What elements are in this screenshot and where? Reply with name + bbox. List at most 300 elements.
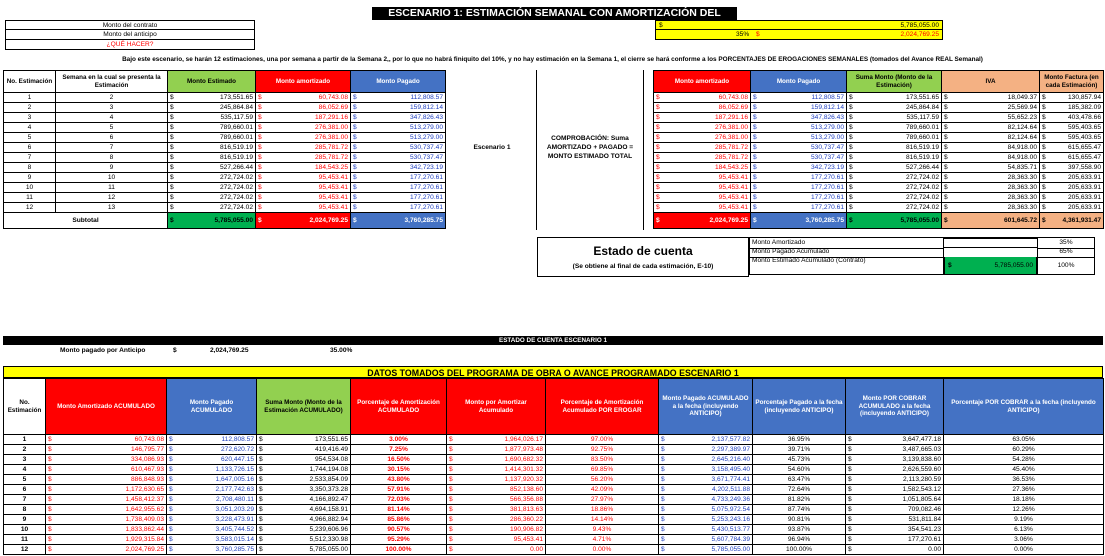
cell-amortizado	[654, 113, 751, 123]
table-row	[4, 495, 1104, 505]
currency-sign: $	[169, 446, 173, 453]
cell-value: 18,049.37	[1007, 94, 1037, 101]
cell-value: 397,558.90	[1067, 164, 1101, 171]
cell-pct-por-erogar: 92.75%	[546, 445, 659, 455]
cell-suma-acum	[257, 545, 351, 555]
estado-amount: 5,785,055.00	[994, 262, 1033, 269]
currency-sign: $	[661, 496, 665, 503]
table-row	[4, 525, 1104, 535]
cell-value: 789,660.01	[219, 134, 253, 141]
estado-cuenta-box	[537, 237, 749, 277]
cell-value: 205,633.91	[1067, 194, 1101, 201]
cell-pct-pagado: 90.81%	[753, 515, 846, 525]
cell-value: 286,360.22	[509, 516, 543, 523]
currency-sign: $	[753, 217, 757, 224]
cell-no: 11	[4, 535, 46, 545]
col-por-amortizar: Monto por Amortizar Acumulado	[447, 379, 546, 435]
cell-pct-pagado: 54.60%	[753, 465, 846, 475]
currency-sign: $	[656, 194, 660, 201]
cell-pct-por-cobrar: 36.53%	[944, 475, 1104, 485]
cell-value: 2,024,769.25	[309, 217, 348, 224]
currency-sign: $	[353, 114, 357, 121]
cell-suma-acum	[257, 435, 351, 445]
cell-pct-amortizacion: 95.29%	[351, 535, 447, 545]
currency-sign: $	[656, 114, 660, 121]
currency-sign: $	[449, 436, 453, 443]
cell-value: 595,403.65	[1067, 134, 1101, 141]
currency-sign: $	[753, 184, 757, 191]
cell-amortizado-acum	[46, 465, 167, 475]
cell-monto-pagado	[351, 173, 446, 183]
cell-value: 709,082.46	[907, 506, 941, 513]
cell-no: 3	[4, 455, 46, 465]
cell-monto-pagado	[351, 143, 446, 153]
cell-value: 173,551.65	[905, 94, 939, 101]
cell-suma	[847, 93, 942, 103]
cell-value: 1,051,805.64	[902, 496, 941, 503]
currency-sign: $	[170, 144, 174, 151]
currency-sign: $	[756, 31, 760, 38]
cell-iva	[942, 103, 1040, 113]
currency-sign: $	[849, 184, 853, 191]
anticipo-pagado-value: 2,024,769.25	[210, 347, 249, 354]
currency-sign: $	[848, 526, 852, 533]
currency-sign: $	[656, 174, 660, 181]
sheet-title: ESCENARIO 1: ESTIMACIÓN SEMANAL CON AMORTIZACIÓN DEL ANTICIPO	[372, 7, 737, 20]
estado-cuenta-bar: ESTADO DE CUENTA ESCENARIO 1	[3, 336, 1103, 345]
cell-pagado	[751, 193, 847, 203]
table-row	[4, 465, 1104, 475]
currency-sign: $	[656, 164, 660, 171]
currency-sign: $	[661, 546, 665, 553]
cell-monto-estimado	[168, 183, 256, 193]
cell-value: 5,430,513.77	[711, 526, 750, 533]
cell-pagado	[751, 113, 847, 123]
table-row	[4, 143, 446, 153]
cell-por-cobrar	[846, 525, 944, 535]
cell-value: 954,534.08	[314, 456, 348, 463]
cell-suma-acum	[257, 505, 351, 515]
table-row	[4, 535, 1104, 545]
contrato-value	[655, 20, 943, 30]
cell-suma	[847, 203, 942, 213]
cell-value: 205,633.91	[1067, 184, 1101, 191]
estado-title: Estado de cuenta	[593, 244, 693, 258]
scenario-note: Bajo este escenario, se harán 12 estimaciones, una por semana a partir de la Semana 2,, por lo que no habrá finiquito del 10%, y no hay estimación en la Semana 1, el cierre se hará conforme a los PORCENTAJES DE EROGACIONES SEMANALES (tomados del Avance REAL Semanal)	[122, 56, 983, 63]
subtotal-amortizado	[256, 213, 351, 229]
table-row	[654, 123, 1104, 133]
cell-semana: 8	[56, 153, 168, 163]
cell-value: 4,733,249.36	[711, 496, 750, 503]
cell-value: 513,279.00	[810, 124, 844, 131]
col-iva: IVA	[942, 71, 1040, 93]
cell-factura	[1040, 133, 1104, 143]
cell-value: 177,270.61	[810, 204, 844, 211]
currency-sign: $	[944, 144, 948, 151]
cell-value: 535,117.59	[220, 114, 253, 121]
cell-value: 513,279.00	[409, 124, 443, 131]
currency-sign: $	[661, 506, 665, 513]
cell-iva	[942, 163, 1040, 173]
cell-value: 4,361,931.47	[1062, 217, 1101, 224]
cell-value: 86,052.69	[318, 104, 348, 111]
currency-sign: $	[1042, 174, 1046, 181]
cell-no: 10	[4, 525, 46, 535]
cell-value: 272,620.72	[220, 446, 254, 453]
currency-sign: $	[753, 124, 757, 131]
cell-value: 530,737.47	[409, 154, 443, 161]
datos-title: DATOS TOMADOS DEL PROGRAMA DE OBRA O AVANCE PROGRAMADO ESCENARIO 1	[3, 366, 1103, 378]
cell-value: 82,124.64	[1007, 124, 1037, 131]
cell-pagado-acum	[167, 455, 257, 465]
currency-sign: $	[656, 104, 660, 111]
cell-value: 184,543.25	[714, 164, 748, 171]
cell-por-amortizar	[447, 435, 546, 445]
cell-no: 3	[4, 113, 56, 123]
cell-value: 2,645,216.40	[711, 456, 750, 463]
table-row	[4, 485, 1104, 495]
cell-monto-pagado	[351, 123, 446, 133]
currency-sign: $	[173, 347, 177, 354]
cell-value: 4,202,511.88	[711, 486, 750, 493]
currency-sign: $	[449, 496, 453, 503]
cell-value: 1,964,026.17	[504, 436, 543, 443]
cell-pct-por-cobrar: 45.40%	[944, 465, 1104, 475]
table-row	[4, 475, 1104, 485]
cell-amortizado-acum	[46, 505, 167, 515]
col-suma-monto: Suma Monto (Monto de la Estimación)	[847, 71, 942, 93]
currency-sign: $	[656, 204, 660, 211]
currency-sign: $	[944, 217, 948, 224]
cell-pct-pagado: 100.00%	[753, 545, 846, 555]
cell-semana: 13	[56, 203, 168, 213]
cell-value: 130,857.94	[1067, 94, 1101, 101]
cell-pct-pagado: 81.82%	[753, 495, 846, 505]
currency-sign: $	[944, 104, 948, 111]
cell-value: 86,052.69	[718, 104, 748, 111]
cell-pct-amortizacion: 30.15%	[351, 465, 447, 475]
cell-pagado-acum	[167, 485, 257, 495]
currency-sign: $	[656, 134, 660, 141]
estado-cuenta-rows	[749, 237, 1099, 277]
currency-sign: $	[656, 144, 660, 151]
cell-amortizado-acum	[46, 435, 167, 445]
cell-no: 8	[4, 505, 46, 515]
table-row	[4, 545, 1104, 555]
col-semana: Semana en la cual se presenta la Estimación	[56, 71, 168, 93]
currency-sign: $	[849, 204, 853, 211]
cell-por-cobrar	[846, 495, 944, 505]
currency-sign: $	[353, 144, 357, 151]
cell-monto-pagado	[351, 113, 446, 123]
cell-por-cobrar	[846, 455, 944, 465]
currency-sign: $	[753, 144, 757, 151]
currency-sign: $	[48, 486, 52, 493]
cell-iva	[942, 123, 1040, 133]
cell-iva	[942, 143, 1040, 153]
currency-sign: $	[353, 194, 357, 201]
cell-value: 177,270.61	[409, 204, 443, 211]
cell-semana: 7	[56, 143, 168, 153]
table-row	[4, 435, 1104, 445]
table-row	[4, 133, 446, 143]
cell-value: 419,416.49	[314, 446, 348, 453]
cell-value: 205,633.91	[1067, 204, 1101, 211]
cell-pct-amortizacion: 7.25%	[351, 445, 447, 455]
currency-sign: $	[258, 164, 262, 171]
cell-value: 527,266.44	[219, 164, 253, 171]
cell-value: 28,363.30	[1007, 184, 1037, 191]
cell-no: 6	[4, 143, 56, 153]
cell-pct-pagado: 63.47%	[753, 475, 846, 485]
anticipo-label: Monto del anticipo	[5, 30, 255, 40]
cell-pct-por-cobrar: 0.00%	[944, 545, 1104, 555]
currency-sign: $	[848, 506, 852, 513]
currency-sign: $	[169, 526, 173, 533]
currency-sign: $	[1042, 154, 1046, 161]
cell-amortizado	[654, 103, 751, 113]
currency-sign: $	[656, 184, 660, 191]
cell-suma-acum	[257, 455, 351, 465]
cell-pagado-fecha	[659, 525, 753, 535]
cell-value: 3,760,285.75	[404, 217, 443, 224]
cell-pagado-acum	[167, 435, 257, 445]
cell-value: 1,877,973.48	[504, 446, 543, 453]
estado-amount	[994, 247, 1033, 248]
currency-sign: $	[353, 204, 357, 211]
cell-amortizado-acum	[46, 545, 167, 555]
currency-sign: $	[656, 124, 660, 131]
cell-value: 5,785,055.00	[214, 217, 253, 224]
cell-monto-estimado	[168, 203, 256, 213]
currency-sign: $	[353, 94, 357, 101]
currency-sign: $	[170, 174, 174, 181]
cell-por-amortizar	[447, 505, 546, 515]
cell-value: 1,690,682.32	[504, 456, 543, 463]
cell-pagado-fecha	[659, 505, 753, 515]
cell-value: 347,826.43	[409, 114, 443, 121]
cell-no: 12	[4, 545, 46, 555]
cell-value: 531,811.84	[908, 516, 941, 523]
cell-pagado	[751, 143, 847, 153]
currency-sign: $	[849, 217, 853, 224]
cell-factura	[1040, 93, 1104, 103]
currency-sign: $	[661, 526, 665, 533]
cell-por-amortizar	[447, 535, 546, 545]
que-hacer-link[interactable]: ¿QUÉ HACER?	[5, 40, 255, 50]
cell-value: 3,228,473.91	[215, 516, 254, 523]
cell-value: 5,075,972.54	[711, 506, 750, 513]
col-monto-factura: Monto Factura (en cada Estimación)	[1040, 71, 1104, 93]
currency-sign: $	[1042, 124, 1046, 131]
cell-semana: 3	[56, 103, 168, 113]
cell-monto-amortizado	[256, 153, 351, 163]
subtotal-iva	[942, 213, 1040, 229]
cell-suma-acum	[257, 465, 351, 475]
cell-value: 272,724.02	[219, 174, 253, 181]
cell-value: 159,812.14	[810, 104, 844, 111]
col-pagado-acumulado: Monto Pagado ACUMULADO	[167, 379, 257, 435]
col-no-estimacion: No. Estimación	[4, 71, 56, 93]
currency-sign: $	[661, 536, 665, 543]
table-row	[654, 193, 1104, 203]
cell-suma-acum	[257, 495, 351, 505]
cell-no: 7	[4, 495, 46, 505]
col-monto-amortizado: Monto amortizado	[256, 71, 351, 93]
currency-sign: $	[753, 114, 757, 121]
anticipo-amount: 2,024,769.25	[900, 31, 939, 38]
currency-sign: $	[169, 506, 173, 513]
cell-value: 95,453.41	[718, 184, 748, 191]
cell-pagado-fecha	[659, 515, 753, 525]
cell-pct-amortizacion: 90.57%	[351, 525, 447, 535]
estimaciones-table	[3, 70, 446, 229]
escenario-label: Escenario 1	[473, 144, 511, 151]
col-por-cobrar: Monto POR COBRAR ACUMULADO a la fecha (incluyendo ANTICIPO)	[846, 379, 944, 435]
cell-pct-por-erogar: 9.43%	[546, 525, 659, 535]
cell-monto-pagado	[351, 133, 446, 143]
currency-sign: $	[258, 194, 262, 201]
cell-iva	[942, 113, 1040, 123]
cell-value: 28,363.30	[1007, 204, 1037, 211]
comprobacion-block	[448, 70, 653, 230]
cell-monto-amortizado	[256, 193, 351, 203]
table-row	[4, 193, 446, 203]
cell-value: 620,447.15	[220, 456, 254, 463]
currency-sign: $	[656, 217, 660, 224]
cell-value: 112,808.57	[221, 436, 254, 443]
cell-monto-amortizado	[256, 203, 351, 213]
currency-sign: $	[849, 174, 853, 181]
currency-sign: $	[753, 204, 757, 211]
cell-value: 0.00	[928, 546, 941, 553]
currency-sign: $	[169, 466, 173, 473]
cell-monto-estimado	[168, 113, 256, 123]
currency-sign: $	[259, 446, 263, 453]
cell-pct-pagado: 87.74%	[753, 505, 846, 515]
cell-pagado-fecha	[659, 455, 753, 465]
currency-sign: $	[169, 486, 173, 493]
cell-iva	[942, 153, 1040, 163]
cell-value: 25,569.94	[1007, 104, 1037, 111]
currency-sign: $	[753, 94, 757, 101]
cell-value: 177,270.61	[810, 184, 844, 191]
currency-sign: $	[353, 154, 357, 161]
cell-por-amortizar	[447, 545, 546, 555]
currency-sign: $	[169, 456, 173, 463]
cell-monto-amortizado	[256, 183, 351, 193]
currency-sign: $	[661, 436, 665, 443]
currency-sign: $	[48, 536, 52, 543]
cell-value: 3,760,285.75	[215, 546, 254, 553]
cell-value: 177,270.61	[409, 194, 443, 201]
currency-sign: $	[259, 466, 263, 473]
cell-amortizado-acum	[46, 535, 167, 545]
currency-sign: $	[170, 134, 174, 141]
col-pagado-fecha: Monto Pagado ACUMULADO a la fecha (incluyendo ANTICIPO)	[659, 379, 753, 435]
table-row	[654, 143, 1104, 153]
cell-semana: 6	[56, 133, 168, 143]
estado-subtitle: (Se obtiene al final de cada estimación, E-10)	[572, 263, 714, 270]
currency-sign: $	[944, 114, 948, 121]
estado-row-label: Monto Estimado Acumulado (Contrato)	[749, 257, 944, 275]
currency-sign: $	[48, 456, 52, 463]
cell-value: 146,795.77	[130, 446, 164, 453]
cell-value: 615,655.47	[1067, 144, 1101, 151]
col-amortizado-acumulado: Monto Amortizado ACUMULADO	[46, 379, 167, 435]
currency-sign: $	[848, 476, 852, 483]
cell-pagado	[751, 123, 847, 133]
estado-row-label: Monto Amortizado	[749, 237, 944, 249]
cell-monto-pagado	[351, 153, 446, 163]
currency-sign: $	[848, 536, 852, 543]
currency-sign: $	[661, 486, 665, 493]
cell-factura	[1040, 153, 1104, 163]
cell-value: 2,708,480.11	[215, 496, 254, 503]
cell-monto-pagado	[351, 183, 446, 193]
cell-value: 205,633.91	[1067, 174, 1101, 181]
currency-sign: $	[1042, 164, 1046, 171]
cell-amortizado-acum	[46, 475, 167, 485]
cell-monto-amortizado	[256, 103, 351, 113]
cell-factura	[1040, 103, 1104, 113]
cell-semana: 2	[56, 93, 168, 103]
currency-sign: $	[259, 506, 263, 513]
cell-pct-por-erogar: 27.97%	[546, 495, 659, 505]
currency-sign: $	[1042, 144, 1046, 151]
subtotal-label: Subtotal	[4, 213, 168, 229]
currency-sign: $	[48, 446, 52, 453]
subtotal-row	[654, 213, 1104, 229]
currency-sign: $	[449, 486, 453, 493]
cell-monto-estimado	[168, 173, 256, 183]
contract-info	[5, 20, 945, 52]
cell-pct-por-erogar: 0.00%	[546, 545, 659, 555]
cell-suma	[847, 143, 942, 153]
cell-value: 1,414,301.32	[504, 466, 543, 473]
cell-value: 4,166,892.47	[309, 496, 348, 503]
cell-no: 5	[4, 133, 56, 143]
table-row	[654, 183, 1104, 193]
cell-monto-estimado	[168, 123, 256, 133]
cell-semana: 9	[56, 163, 168, 173]
cell-factura	[1040, 193, 1104, 203]
currency-sign: $	[1042, 184, 1046, 191]
cell-value: 95,453.41	[718, 204, 748, 211]
cell-monto-amortizado	[256, 123, 351, 133]
currency-sign: $	[944, 164, 948, 171]
cell-pct-amortizacion: 3.00%	[351, 435, 447, 445]
cell-iva	[942, 93, 1040, 103]
currency-sign: $	[258, 144, 262, 151]
currency-sign: $	[1042, 104, 1046, 111]
cell-no: 2	[4, 103, 56, 113]
cell-no: 8	[4, 163, 56, 173]
cell-pct-amortizacion: 43.80%	[351, 475, 447, 485]
anticipo-pct: 35%	[736, 31, 750, 38]
cell-amortizado	[654, 173, 751, 183]
cell-amortizado	[654, 183, 751, 193]
cell-value: 615,655.47	[1067, 154, 1101, 161]
cell-value: 112,808.57	[410, 94, 443, 101]
cell-value: 5,253,243.16	[711, 516, 750, 523]
cell-suma	[847, 173, 942, 183]
currency-sign: $	[849, 154, 853, 161]
currency-sign: $	[48, 466, 52, 473]
estado-row-value	[944, 237, 1037, 239]
currency-sign: $	[170, 194, 174, 201]
cell-iva	[942, 183, 1040, 193]
